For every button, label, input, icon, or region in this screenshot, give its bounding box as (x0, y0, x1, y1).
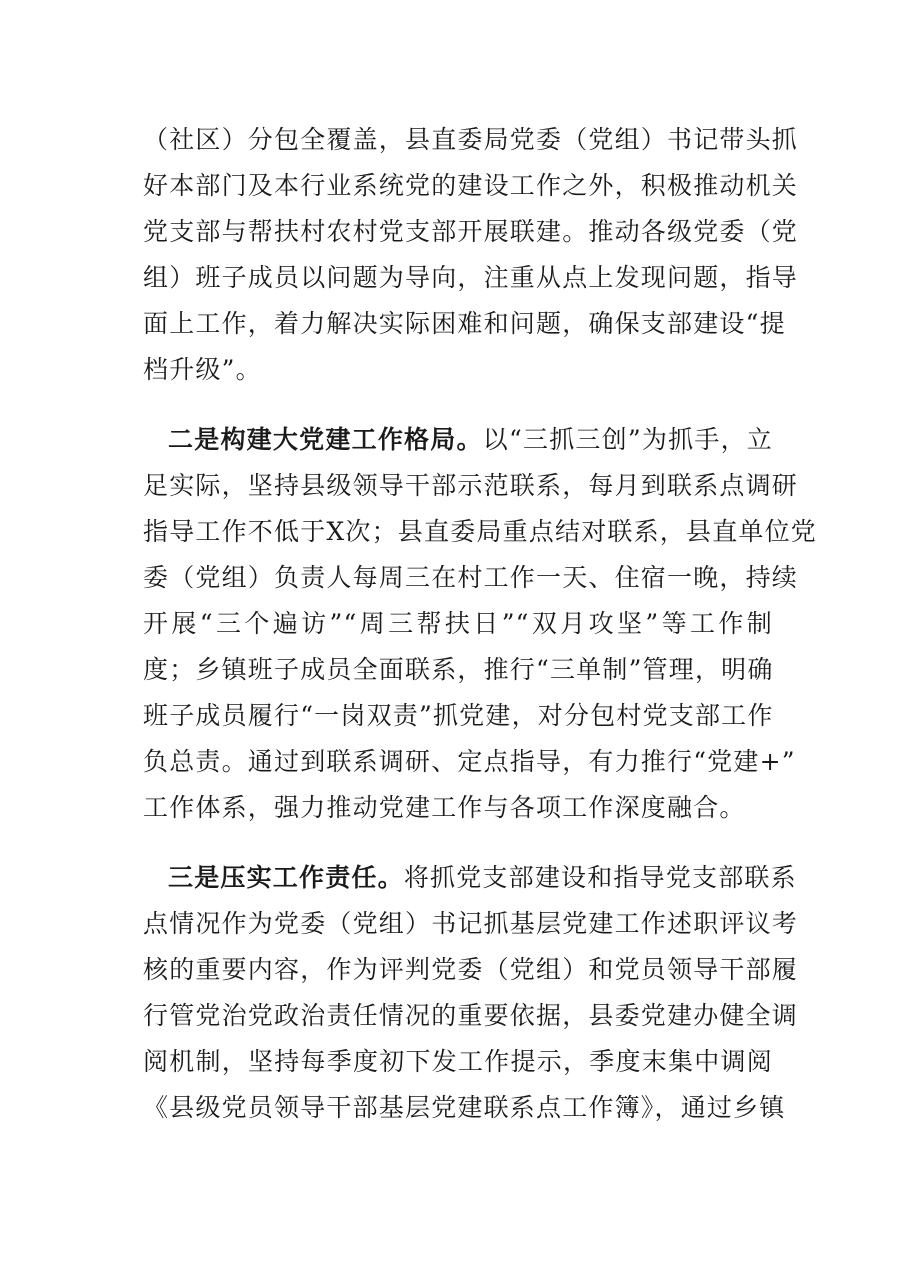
paragraph-2-line-9: 工作体系，强力推动党建工作与各项工作深度融合。 (143, 793, 746, 822)
paragraph-3-line-1 (143, 855, 797, 901)
paragraph-3-line-5: 阅机制，坚持每季度初下发工作提示，季度末集中调阅 (143, 1047, 773, 1076)
paragraph-2-line-3: 指导工作不低于X次；县直委局重点结对联系，县直单位党 (143, 517, 818, 546)
paragraph-2-line-7: 班子成员履行“一岗双责”抓党建，对分包村党支部工作 (143, 701, 774, 730)
paragraph-2-line-8: 负总责。通过到联系调研、定点指导，有力推行“党建+” (143, 747, 796, 776)
paragraph-2-line-1 (143, 417, 773, 463)
paragraph-3-lead: 三是压实工作责任。 (168, 863, 404, 892)
paragraph-3-line-3: 核的重要内容，作为评判党委（党组）和党员领导干部履 (143, 955, 799, 984)
paragraph-3-line-6: 《县级党员领导干部基层党建联系点工作簿》，通过乡镇 (143, 1093, 786, 1122)
paragraph-2-line-4: 委（党组）负责人每周三在村工作一天、住宿一晚，持续 (143, 563, 799, 592)
paragraph-2-line-6: 度；乡镇班子成员全面联系，推行“三单制”管理，明确 (143, 655, 774, 684)
paragraph-1-line-1: （社区）分包全覆盖，县直委局党委（党组）书记带头抓 (143, 125, 799, 154)
paragraph-3-line-4: 行管党治党政治责任情况的重要依据，县委党建办健全调 (143, 1001, 799, 1030)
paragraph-3-first-rest: 将抓党支部建设和指导党支部联系 (403, 863, 797, 892)
paragraph-1-line-3: 党支部与帮扶村农村党支部开展联建。推动各级党委（党 (143, 217, 799, 246)
paragraph-1-line-2: 好本部门及本行业系统党的建设工作之外，积极推动机关 (143, 171, 799, 200)
paragraph-2-line-2: 足实际，坚持县级领导干部示范联系，每月到联系点调研 (143, 471, 799, 500)
paragraph-3-line-2: 点情况作为党委（党组）书记抓基层党建工作述职评议考 (143, 909, 799, 938)
paragraph-2-line-5: 开展“三个遍访”“周三帮扶日”“双月攻坚”等工作制 (143, 609, 773, 638)
paragraph-1-line-5: 面上工作，着力解决实际困难和问题，确保支部建设“提 (143, 309, 786, 338)
paragraph-1-line-4: 组）班子成员以问题为导向，注重从点上发现问题，指导 (143, 263, 799, 292)
paragraph-2-lead: 二是构建大党建工作格局。 (168, 425, 483, 454)
paragraph-2-first-rest: 以“三抓三创”为抓手，立 (482, 425, 773, 454)
paragraph-1-line-6: 档升级”。 (143, 355, 262, 384)
